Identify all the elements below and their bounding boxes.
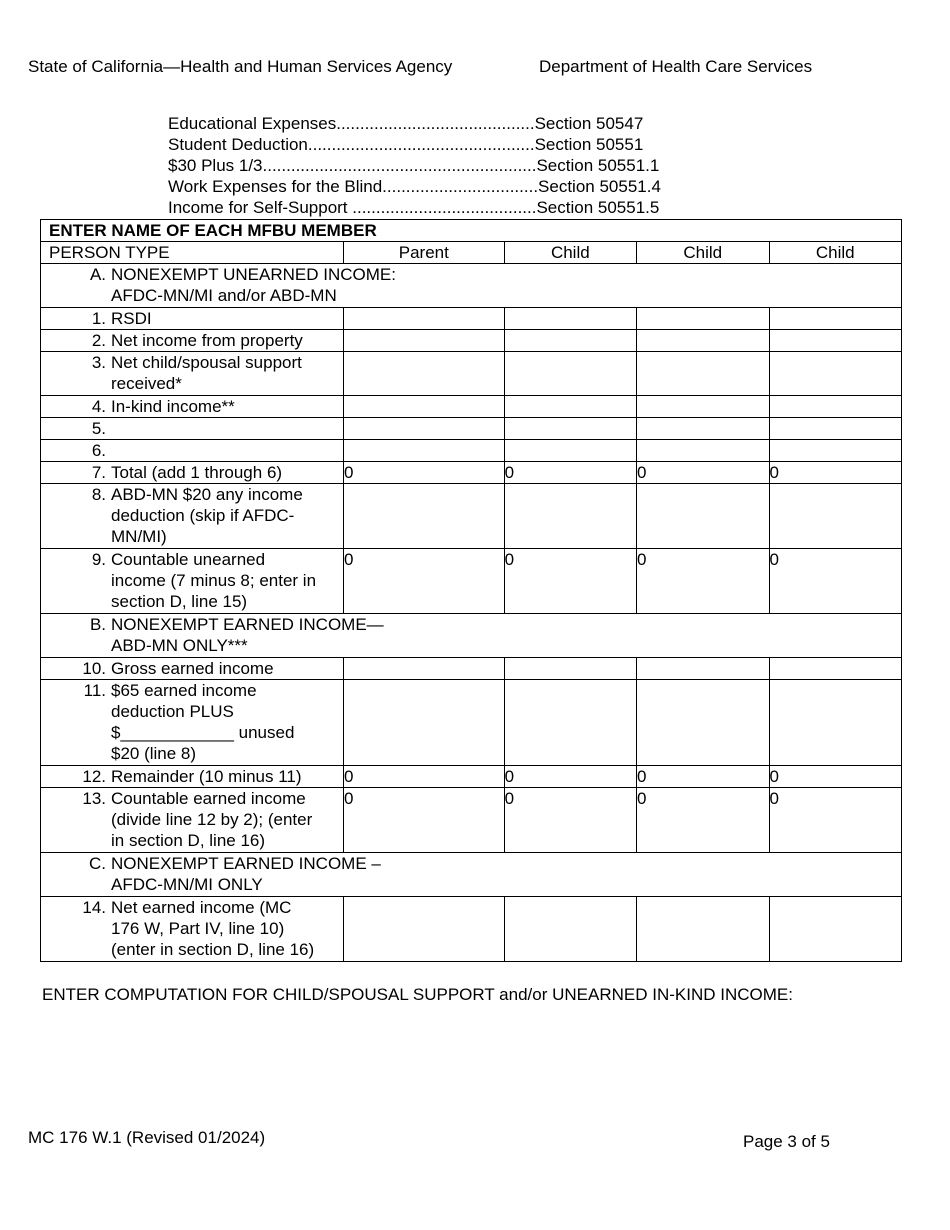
countable-earned-child-1-value[interactable]: 0 [504,788,636,853]
input-cell[interactable] [344,440,505,462]
input-cell[interactable] [769,352,902,396]
remainder-parent-value[interactable]: 0 [344,766,505,788]
input-cell[interactable] [344,658,505,680]
total-parent-value[interactable]: 0 [344,462,505,484]
input-cell[interactable] [344,484,505,549]
table-row: 9. Countable unearned income (7 minus 8; enter in section D, line 15) 0 0 0 0 [41,549,902,614]
input-cell[interactable] [504,352,636,396]
input-cell[interactable] [637,418,769,440]
reference-student-deduction: Student Deduction................................................Section 50551 [168,135,644,154]
column-header-child-2: Child [637,242,769,264]
input-cell[interactable] [769,396,902,418]
input-cell[interactable] [504,418,636,440]
table-row: 2. Net income from property [41,330,902,352]
input-cell[interactable] [504,897,636,962]
input-cell[interactable] [344,352,505,396]
input-cell[interactable] [769,897,902,962]
countable-unearned-child-2-value[interactable]: 0 [637,549,769,614]
input-cell[interactable] [637,308,769,330]
countable-earned-child-3-value[interactable]: 0 [769,788,902,853]
section-b-header: B. NONEXEMPT EARNED INCOME— ABD-MN ONLY*** [41,614,902,658]
input-cell[interactable] [344,680,505,766]
reference-educational-expenses: Educational Expenses..........................................Section 50547 [168,114,644,133]
input-cell[interactable] [504,396,636,418]
input-cell[interactable] [344,330,505,352]
row-label: Remainder (10 minus 11) [111,767,302,786]
row-label: Net child/spousal support received* [111,353,302,393]
input-cell[interactable] [344,308,505,330]
input-cell[interactable] [637,440,769,462]
input-cell[interactable] [504,484,636,549]
table-row: 10. Gross earned income [41,658,902,680]
input-cell[interactable] [637,330,769,352]
table-row: 6. [41,440,902,462]
row-label: Countable earned income (divide line 12 by 2); (enter in section D, line 16) [111,789,313,850]
input-cell[interactable] [769,440,902,462]
input-cell[interactable] [344,396,505,418]
countable-unearned-child-1-value[interactable]: 0 [504,549,636,614]
table-row: 14. Net earned income (MC 176 W, Part IV, line 10) (enter in section D, line 16) [41,897,902,962]
table-title: ENTER NAME OF EACH MFBU MEMBER [41,220,902,242]
countable-unearned-child-3-value[interactable]: 0 [769,549,902,614]
input-cell[interactable] [769,418,902,440]
row-label: ABD-MN $20 any income deduction (skip if AFDC- MN/MI) [111,485,303,546]
regulation-references [168,113,728,218]
input-cell[interactable] [344,897,505,962]
remainder-child-3-value[interactable]: 0 [769,766,902,788]
remainder-child-2-value[interactable]: 0 [637,766,769,788]
countable-earned-child-2-value[interactable]: 0 [637,788,769,853]
input-cell[interactable] [344,418,505,440]
table-row: 12. Remainder (10 minus 11) 0 0 0 0 [41,766,902,788]
input-cell[interactable] [769,658,902,680]
reference-30-plus-one-third: $30 Plus 1/3..........................................................Section 50551.1 [168,156,660,175]
unused-amount-blank[interactable]: $____________ unused [111,723,295,742]
table-row: 1. RSDI [41,308,902,330]
agency-header: State of California—Health and Human Services Agency [28,57,453,76]
row-label: RSDI [111,309,152,328]
countable-unearned-parent-value[interactable]: 0 [344,549,505,614]
total-child-1-value[interactable]: 0 [504,462,636,484]
row-label[interactable] [111,418,343,439]
person-type-label: PERSON TYPE [41,242,344,264]
row-label: In-kind income** [111,397,235,416]
input-cell[interactable] [637,658,769,680]
table-row: 5. [41,418,902,440]
reference-income-self-support: Income for Self-Support .......................................Section 50551.5 [168,198,660,217]
form-number: MC 176 W.1 (Revised 01/2024) [28,1128,266,1147]
section-c-header: C. NONEXEMPT EARNED INCOME – AFDC-MN/MI ONLY [41,853,902,897]
table-row: 11. $65 earned income deduction PLUS $____________ unused $20 (line 8) [41,680,902,766]
input-cell[interactable] [769,308,902,330]
column-header-parent: Parent [344,242,505,264]
table-row: 3. Net child/spousal support received* [41,352,902,396]
reference-work-expenses-blind: Work Expenses for the Blind.................................Section 50551.4 [168,177,661,196]
input-cell[interactable] [769,680,902,766]
row-label[interactable] [111,440,343,461]
table-row: 13. Countable earned income (divide line 12 by 2); (enter in section D, line 16) 0 0 0 0 [41,788,902,853]
row-label: Net income from property [111,331,303,350]
section-a-header: A. NONEXEMPT UNEARNED INCOME: AFDC-MN/MI and/or ABD-MN [41,264,902,308]
column-header-child-1: Child [504,242,636,264]
input-cell[interactable] [769,484,902,549]
input-cell[interactable] [637,352,769,396]
countable-earned-parent-value[interactable]: 0 [344,788,505,853]
row-label: Countable unearned income (7 minus 8; enter in section D, line 15) [111,550,317,611]
table-row: 4. In-kind income** [41,396,902,418]
input-cell[interactable] [637,484,769,549]
input-cell[interactable] [637,396,769,418]
row-label: $65 earned income deduction PLUS $____________ unused $20 (line 8) [111,681,295,763]
department-header: Department of Health Care Services [539,57,813,76]
total-child-3-value[interactable]: 0 [769,462,902,484]
page-number: Page 3 of 5 [743,1132,830,1151]
input-cell[interactable] [769,330,902,352]
column-header-child-3: Child [769,242,902,264]
input-cell[interactable] [504,440,636,462]
input-cell[interactable] [504,308,636,330]
input-cell[interactable] [504,658,636,680]
row-label: Net earned income (MC 176 W, Part IV, line 10) (enter in section D, line 16) [111,898,315,959]
table-row: 8. ABD-MN $20 any income deduction (skip if AFDC- MN/MI) [41,484,902,549]
table-row: 7. Total (add 1 through 6) 0 0 0 0 [41,462,902,484]
input-cell[interactable] [504,680,636,766]
computation-instruction: ENTER COMPUTATION FOR CHILD/SPOUSAL SUPPORT and/or UNEARNED IN-KIND INCOME: [42,985,793,1004]
total-child-2-value[interactable]: 0 [637,462,769,484]
input-cell[interactable] [637,680,769,766]
input-cell[interactable] [637,897,769,962]
income-worksheet-table [40,219,902,962]
remainder-child-1-value[interactable]: 0 [504,766,636,788]
row-label: Gross earned income [111,659,274,678]
row-label: Total (add 1 through 6) [111,463,283,482]
input-cell[interactable] [504,330,636,352]
